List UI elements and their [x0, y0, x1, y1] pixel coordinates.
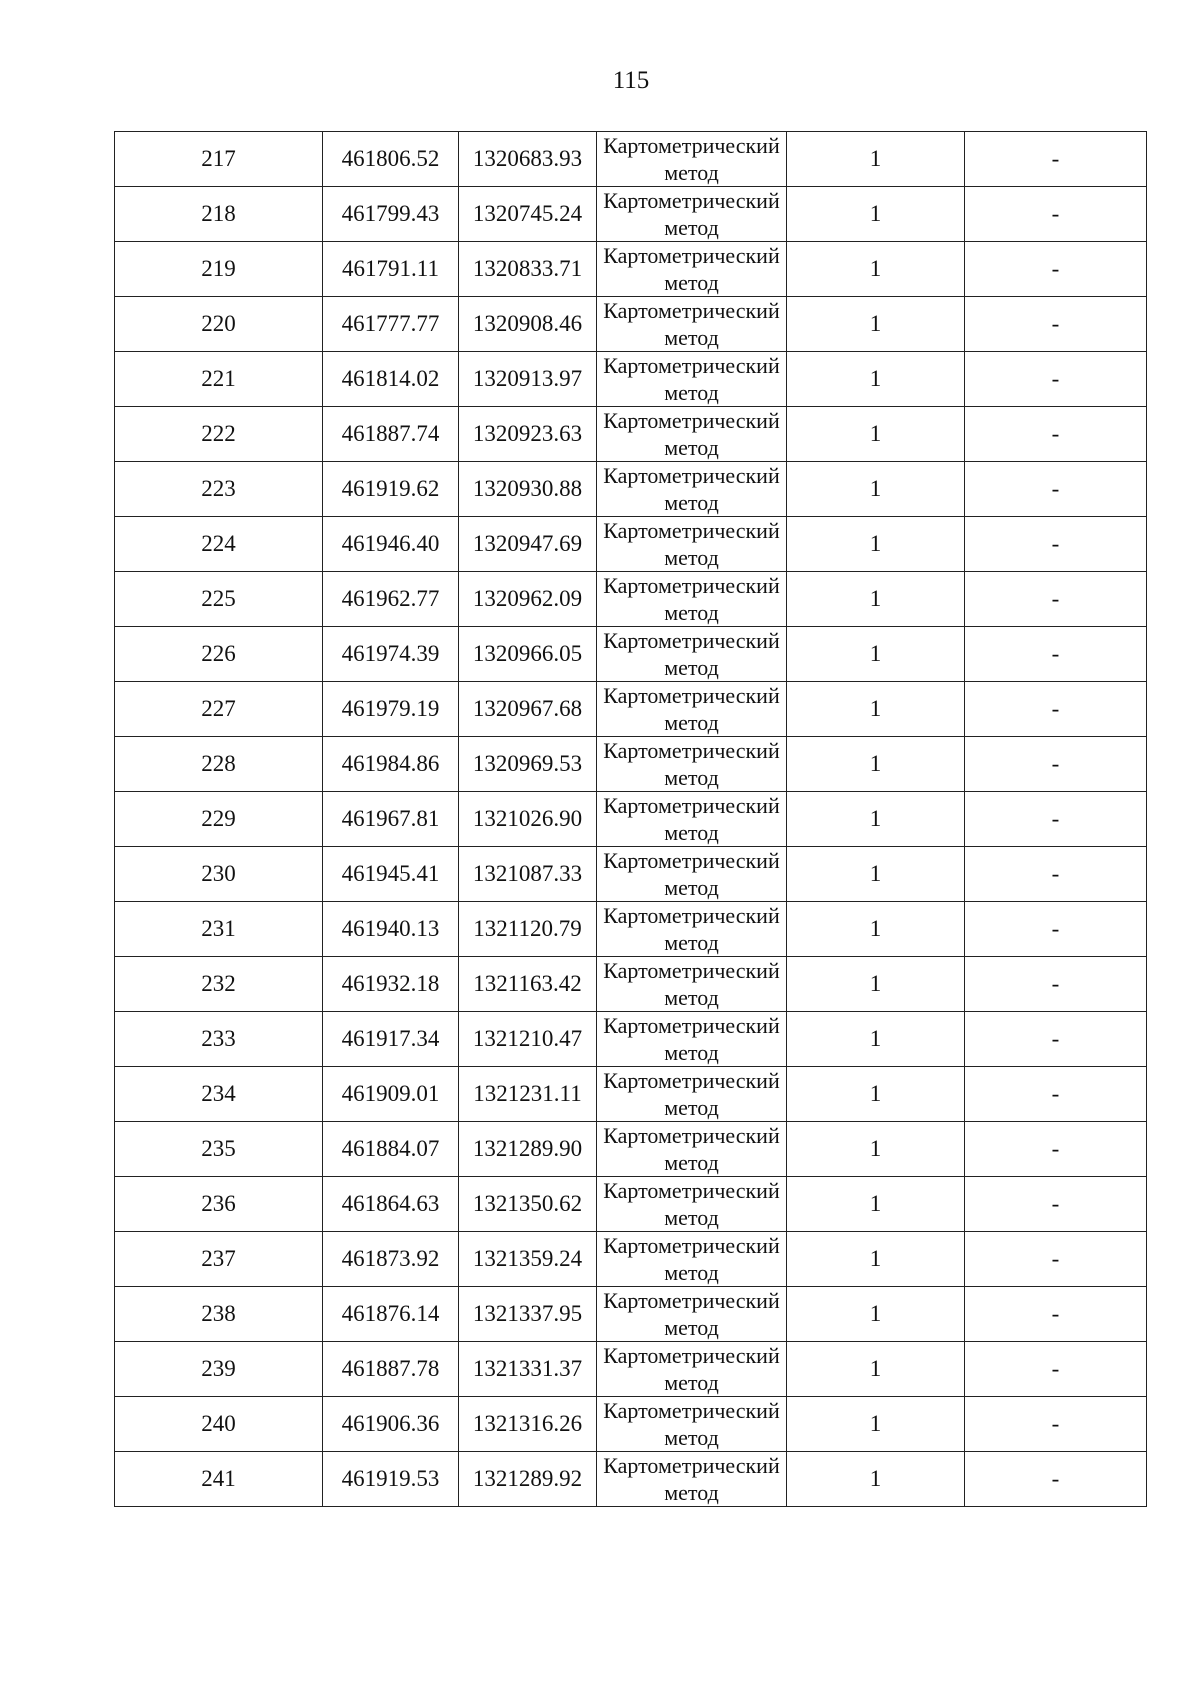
method-cell: Картометрический метод	[597, 792, 787, 847]
method-cell: Картометрический метод	[597, 1177, 787, 1232]
x-coordinate-cell: 461919.62	[323, 462, 459, 517]
y-coordinate-cell: 1320683.93	[459, 132, 597, 187]
method-cell: Картометрический метод	[597, 352, 787, 407]
x-coordinate-cell: 461884.07	[323, 1122, 459, 1177]
y-coordinate-cell: 1320833.71	[459, 242, 597, 297]
x-coordinate-cell: 461876.14	[323, 1287, 459, 1342]
x-coordinate-cell: 461864.63	[323, 1177, 459, 1232]
y-coordinate-cell: 1321359.24	[459, 1232, 597, 1287]
table-row	[115, 957, 1147, 1012]
accuracy-cell: 1	[787, 407, 965, 462]
note-cell: -	[965, 1287, 1147, 1342]
x-coordinate-cell: 461777.77	[323, 297, 459, 352]
note-cell: -	[965, 902, 1147, 957]
point-number-cell: 228	[115, 737, 323, 792]
x-coordinate-cell: 461799.43	[323, 187, 459, 242]
x-coordinate-cell: 461945.41	[323, 847, 459, 902]
point-number-cell: 236	[115, 1177, 323, 1232]
method-cell: Картометрический метод	[597, 1342, 787, 1397]
x-coordinate-cell: 461974.39	[323, 627, 459, 682]
note-cell: -	[965, 1342, 1147, 1397]
note-cell: -	[965, 462, 1147, 517]
accuracy-cell: 1	[787, 792, 965, 847]
y-coordinate-cell: 1320969.53	[459, 737, 597, 792]
method-cell: Картометрический метод	[597, 242, 787, 297]
accuracy-cell: 1	[787, 1232, 965, 1287]
note-cell: -	[965, 1397, 1147, 1452]
table-row	[115, 132, 1147, 187]
method-cell: Картометрический метод	[597, 462, 787, 517]
table-row	[115, 187, 1147, 242]
note-cell: -	[965, 1122, 1147, 1177]
method-cell: Картометрический метод	[597, 572, 787, 627]
point-number-cell: 238	[115, 1287, 323, 1342]
note-cell: -	[965, 407, 1147, 462]
y-coordinate-cell: 1321163.42	[459, 957, 597, 1012]
accuracy-cell: 1	[787, 902, 965, 957]
method-cell: Картометрический метод	[597, 737, 787, 792]
coordinates-table-body	[115, 132, 1147, 1507]
point-number-cell: 237	[115, 1232, 323, 1287]
point-number-cell: 240	[115, 1397, 323, 1452]
accuracy-cell: 1	[787, 1452, 965, 1507]
table-row	[115, 517, 1147, 572]
method-cell: Картометрический метод	[597, 132, 787, 187]
note-cell: -	[965, 187, 1147, 242]
note-cell: -	[965, 627, 1147, 682]
accuracy-cell: 1	[787, 572, 965, 627]
table-row	[115, 462, 1147, 517]
accuracy-cell: 1	[787, 462, 965, 517]
note-cell: -	[965, 1012, 1147, 1067]
note-cell: -	[965, 957, 1147, 1012]
accuracy-cell: 1	[787, 1177, 965, 1232]
point-number-cell: 234	[115, 1067, 323, 1122]
point-number-cell: 229	[115, 792, 323, 847]
y-coordinate-cell: 1321350.62	[459, 1177, 597, 1232]
x-coordinate-cell: 461873.92	[323, 1232, 459, 1287]
x-coordinate-cell: 461806.52	[323, 132, 459, 187]
point-number-cell: 227	[115, 682, 323, 737]
table-row	[115, 1122, 1147, 1177]
accuracy-cell: 1	[787, 352, 965, 407]
accuracy-cell: 1	[787, 1122, 965, 1177]
x-coordinate-cell: 461967.81	[323, 792, 459, 847]
note-cell: -	[965, 1452, 1147, 1507]
point-number-cell: 233	[115, 1012, 323, 1067]
accuracy-cell: 1	[787, 737, 965, 792]
point-number-cell: 231	[115, 902, 323, 957]
accuracy-cell: 1	[787, 517, 965, 572]
note-cell: -	[965, 297, 1147, 352]
y-coordinate-cell: 1320962.09	[459, 572, 597, 627]
table-row	[115, 1177, 1147, 1232]
accuracy-cell: 1	[787, 1012, 965, 1067]
point-number-cell: 239	[115, 1342, 323, 1397]
note-cell: -	[965, 517, 1147, 572]
point-number-cell: 226	[115, 627, 323, 682]
point-number-cell: 223	[115, 462, 323, 517]
accuracy-cell: 1	[787, 847, 965, 902]
x-coordinate-cell: 461887.74	[323, 407, 459, 462]
point-number-cell: 224	[115, 517, 323, 572]
y-coordinate-cell: 1321120.79	[459, 902, 597, 957]
x-coordinate-cell: 461919.53	[323, 1452, 459, 1507]
table-row	[115, 1067, 1147, 1122]
accuracy-cell: 1	[787, 297, 965, 352]
x-coordinate-cell: 461946.40	[323, 517, 459, 572]
note-cell: -	[965, 1177, 1147, 1232]
accuracy-cell: 1	[787, 1067, 965, 1122]
y-coordinate-cell: 1321026.90	[459, 792, 597, 847]
accuracy-cell: 1	[787, 682, 965, 737]
note-cell: -	[965, 792, 1147, 847]
y-coordinate-cell: 1321289.92	[459, 1452, 597, 1507]
method-cell: Картометрический метод	[597, 1232, 787, 1287]
table-row	[115, 737, 1147, 792]
note-cell: -	[965, 1232, 1147, 1287]
table-row	[115, 1287, 1147, 1342]
x-coordinate-cell: 461940.13	[323, 902, 459, 957]
accuracy-cell: 1	[787, 1397, 965, 1452]
table-row	[115, 847, 1147, 902]
y-coordinate-cell: 1320745.24	[459, 187, 597, 242]
note-cell: -	[965, 682, 1147, 737]
note-cell: -	[965, 242, 1147, 297]
note-cell: -	[965, 572, 1147, 627]
note-cell: -	[965, 352, 1147, 407]
method-cell: Картометрический метод	[597, 627, 787, 682]
x-coordinate-cell: 461984.86	[323, 737, 459, 792]
table-row	[115, 1232, 1147, 1287]
x-coordinate-cell: 461932.18	[323, 957, 459, 1012]
y-coordinate-cell: 1320923.63	[459, 407, 597, 462]
point-number-cell: 220	[115, 297, 323, 352]
method-cell: Картометрический метод	[597, 1397, 787, 1452]
method-cell: Картометрический метод	[597, 957, 787, 1012]
point-number-cell: 235	[115, 1122, 323, 1177]
note-cell: -	[965, 1067, 1147, 1122]
y-coordinate-cell: 1320913.97	[459, 352, 597, 407]
method-cell: Картометрический метод	[597, 187, 787, 242]
method-cell: Картометрический метод	[597, 297, 787, 352]
method-cell: Картометрический метод	[597, 1452, 787, 1507]
method-cell: Картометрический метод	[597, 1012, 787, 1067]
table-row	[115, 352, 1147, 407]
table-row	[115, 902, 1147, 957]
method-cell: Картометрический метод	[597, 847, 787, 902]
y-coordinate-cell: 1320967.68	[459, 682, 597, 737]
x-coordinate-cell: 461962.77	[323, 572, 459, 627]
table-row	[115, 297, 1147, 352]
point-number-cell: 217	[115, 132, 323, 187]
table-row	[115, 627, 1147, 682]
table-row	[115, 1012, 1147, 1067]
table-row	[115, 1397, 1147, 1452]
y-coordinate-cell: 1321087.33	[459, 847, 597, 902]
y-coordinate-cell: 1321331.37	[459, 1342, 597, 1397]
point-number-cell: 219	[115, 242, 323, 297]
table-row	[115, 682, 1147, 737]
method-cell: Картометрический метод	[597, 1122, 787, 1177]
method-cell: Картометрический метод	[597, 1067, 787, 1122]
x-coordinate-cell: 461906.36	[323, 1397, 459, 1452]
table-row	[115, 407, 1147, 462]
y-coordinate-cell: 1321231.11	[459, 1067, 597, 1122]
accuracy-cell: 1	[787, 1287, 965, 1342]
table-row	[115, 792, 1147, 847]
point-number-cell: 230	[115, 847, 323, 902]
y-coordinate-cell: 1320966.05	[459, 627, 597, 682]
table-row	[115, 242, 1147, 297]
accuracy-cell: 1	[787, 957, 965, 1012]
point-number-cell: 241	[115, 1452, 323, 1507]
x-coordinate-cell: 461917.34	[323, 1012, 459, 1067]
y-coordinate-cell: 1320947.69	[459, 517, 597, 572]
accuracy-cell: 1	[787, 627, 965, 682]
table-row	[115, 572, 1147, 627]
point-number-cell: 232	[115, 957, 323, 1012]
note-cell: -	[965, 847, 1147, 902]
y-coordinate-cell: 1321210.47	[459, 1012, 597, 1067]
accuracy-cell: 1	[787, 132, 965, 187]
accuracy-cell: 1	[787, 1342, 965, 1397]
table-row	[115, 1342, 1147, 1397]
note-cell: -	[965, 737, 1147, 792]
y-coordinate-cell: 1320930.88	[459, 462, 597, 517]
point-number-cell: 221	[115, 352, 323, 407]
method-cell: Картометрический метод	[597, 1287, 787, 1342]
x-coordinate-cell: 461887.78	[323, 1342, 459, 1397]
table-row	[115, 1452, 1147, 1507]
note-cell: -	[965, 132, 1147, 187]
point-number-cell: 222	[115, 407, 323, 462]
point-number-cell: 218	[115, 187, 323, 242]
method-cell: Картометрический метод	[597, 407, 787, 462]
accuracy-cell: 1	[787, 187, 965, 242]
x-coordinate-cell: 461791.11	[323, 242, 459, 297]
coordinates-table	[114, 131, 1147, 1507]
method-cell: Картометрический метод	[597, 902, 787, 957]
y-coordinate-cell: 1320908.46	[459, 297, 597, 352]
y-coordinate-cell: 1321289.90	[459, 1122, 597, 1177]
x-coordinate-cell: 461909.01	[323, 1067, 459, 1122]
method-cell: Картометрический метод	[597, 682, 787, 737]
method-cell: Картометрический метод	[597, 517, 787, 572]
y-coordinate-cell: 1321337.95	[459, 1287, 597, 1342]
x-coordinate-cell: 461814.02	[323, 352, 459, 407]
accuracy-cell: 1	[787, 242, 965, 297]
y-coordinate-cell: 1321316.26	[459, 1397, 597, 1452]
page-number: 115	[612, 67, 650, 94]
x-coordinate-cell: 461979.19	[323, 682, 459, 737]
point-number-cell: 225	[115, 572, 323, 627]
